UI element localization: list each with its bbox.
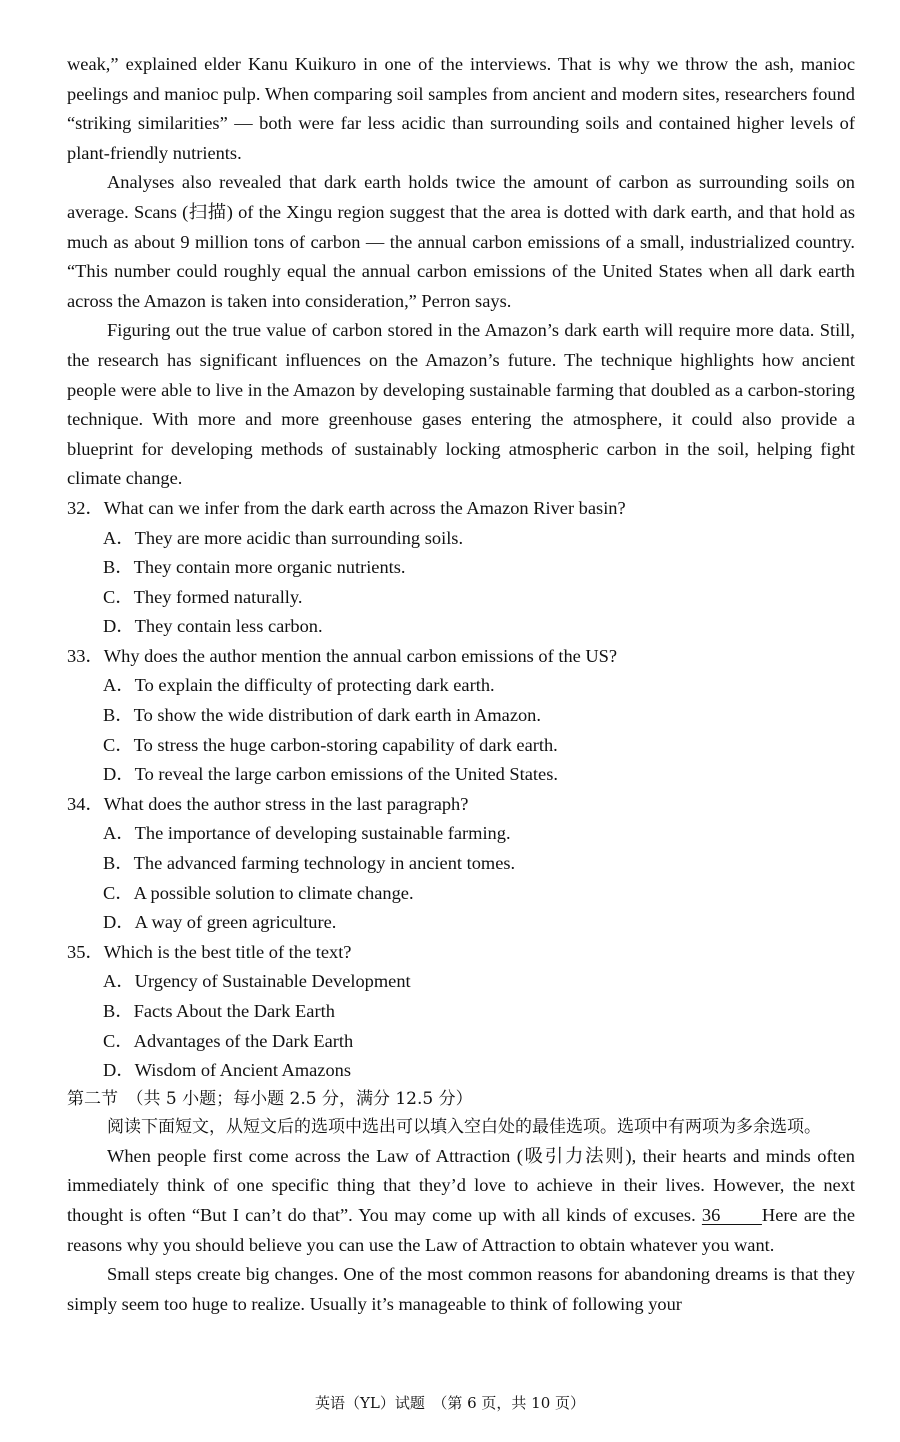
option-a: A．The importance of developing sustainable farming. [103, 823, 511, 844]
question-stem: 35．Which is the best title of the text? [67, 941, 352, 962]
question-34 [67, 790, 855, 938]
option-d: D．To reveal the large carbon emissions of the United States. [103, 764, 558, 785]
option-a: A．Urgency of Sustainable Development [103, 971, 411, 992]
cloze-paragraph-2: Small steps create big changes. One of the most common reasons for abandoning dreams is that they simply seem too huge to realize. Usually it’s manageable to think of following your [67, 1264, 855, 1314]
cloze-paragraph-1 [67, 1142, 855, 1260]
cloze-text-before: When people first come across the Law of Attraction (吸引力法则), their hearts and minds often immediately think of one specific thing that they’d love to achieve in their lives. However, the next thought is often “But I can’t do that”. You may come up with all kinds of excuses. [67, 1145, 855, 1225]
question-stem: 34．What does the author stress in the last paragraph? [67, 793, 469, 814]
passage-paragraph-3: Figuring out the true value of carbon stored in the Amazon’s dark earth will require more data. Still, the research has significant influences on the Amazon’s future. The technique highlights how ancient people were able to live in the Amazon by developing sustainable farming that doubled as a carbon-storing technique. With more and more greenhouse gases entering the atmosphere, it could also provide a blueprint for developing methods of sustainably locking atmospheric carbon in the soil, helping fight climate change. [67, 320, 855, 489]
blank-36: 36 [701, 1204, 762, 1225]
question-stem: 32．What can we infer from the dark earth across the Amazon River basin? [67, 497, 626, 518]
option-b: B．They contain more organic nutrients. [103, 557, 406, 578]
option-d: D．They contain less carbon. [103, 616, 323, 637]
option-b: B．To show the wide distribution of dark earth in Amazon. [103, 705, 541, 726]
option-c: C．Advantages of the Dark Earth [103, 1030, 354, 1051]
option-b: B．Facts About the Dark Earth [103, 1001, 335, 1021]
question-stem: 33．Why does the author mention the annual carbon emissions of the US? [67, 645, 618, 666]
option-a: A．They are more acidic than surrounding soils. [103, 527, 464, 548]
question-32 [67, 494, 855, 642]
option-d: D．Wisdom of Ancient Amazons [103, 1060, 352, 1081]
passage-paragraph-2: Analyses also revealed that dark earth holds twice the amount of carbon as surrounding soils on average. Scans (扫描) of the Xingu region suggest that the area is dotted with dark earth, and that hold as much as about 9 million tons of carbon — the annual carbon emissions of a small, industrialized country. “This number could roughly equal the annual carbon emissions of the United States when all dark earth across the Amazon is taken into consideration,” Perron says. [67, 172, 855, 311]
option-c: C．A possible solution to climate change. [103, 882, 414, 903]
question-33 [67, 642, 855, 790]
question-35 [67, 938, 855, 1086]
document-page [67, 50, 855, 1319]
option-a: A．To explain the difficulty of protecting dark earth. [103, 675, 495, 696]
option-c: C．To stress the huge carbon-storing capability of dark earth. [103, 734, 558, 755]
section-instruction: 阅读下面短文，从短文后的选项中选出可以填入空白处的最佳选项。选项中有两项为多余选项。 [107, 1116, 821, 1137]
option-b: B．The advanced farming technology in ancient tomes. [103, 853, 516, 874]
page-footer: 英语（YL）试题 （第 6 页，共 10 页） [314, 1394, 586, 1412]
passage-paragraph-1: weak,” explained elder Kanu Kuikuro in one of the interviews. That is why we throw the ash, manioc peelings and manioc pulp. When comparing soil samples from ancient and modern sites, researchers found “striking similarities” — both were far less acidic than surrounding soils and contained higher levels of plant-friendly nutrients. [67, 54, 855, 163]
cloze-text-after: Here are the reasons why you should believe you can use the Law of Attraction to obtain whatever you want. [67, 1204, 855, 1255]
option-c: C．They formed naturally. [103, 586, 303, 607]
option-d: D．A way of green agriculture. [103, 912, 337, 933]
section-heading: 第二节 （共 5 小题；每小题 2.5 分，满分 12.5 分） [67, 1088, 473, 1109]
